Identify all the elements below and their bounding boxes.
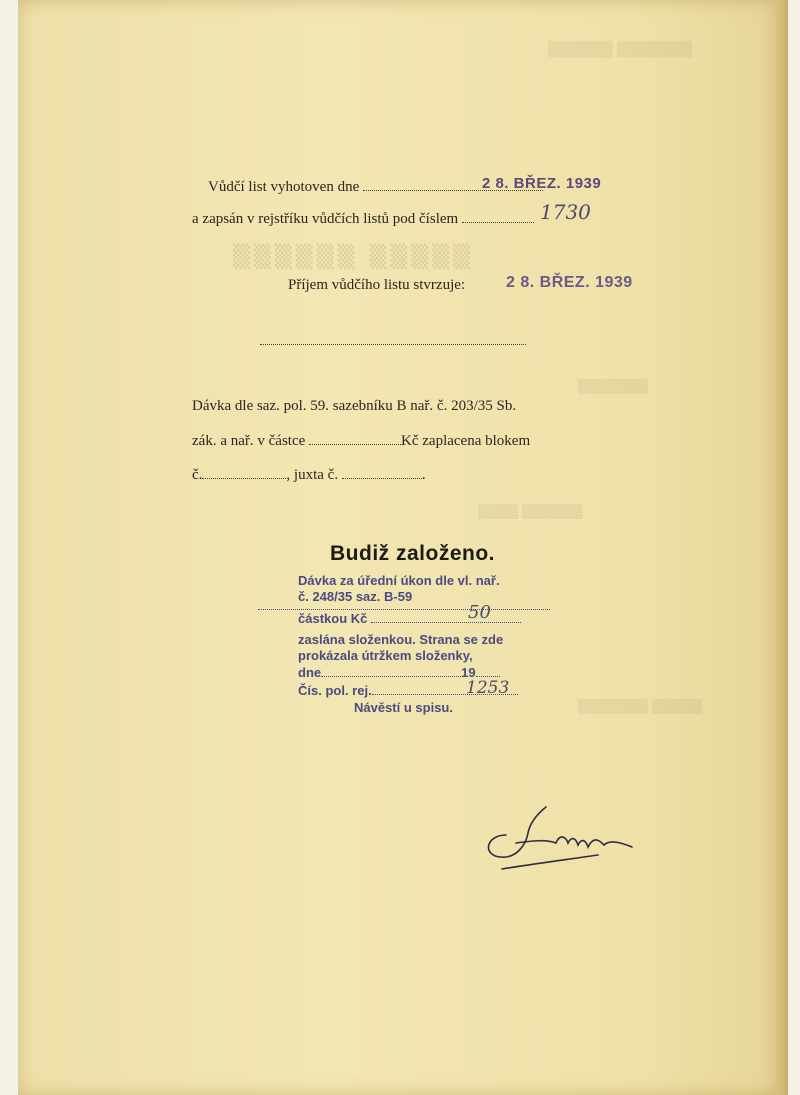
document-page xyxy=(18,0,788,1095)
register-number-field xyxy=(462,208,534,223)
fee-amount-field xyxy=(309,430,401,445)
receipt-label: Příjem vůdčího listu stvrzuje: xyxy=(288,277,466,293)
fee-number-label: č. xyxy=(192,467,203,483)
stamp-line-5: prokázala útržkem složenky, xyxy=(298,648,473,663)
issue-date-stamp: 2 8. BŘEZ. 1939 xyxy=(482,175,602,192)
show-through-text: ▒▒▒▒▒▒▒ ▒▒▒▒▒ xyxy=(578,700,703,715)
stamp-year: 19 xyxy=(461,665,476,680)
fee-amount-label: zák. a nař. v částce xyxy=(192,433,306,449)
show-through-text: ▒▒▒▒▒▒ ▒▒▒▒▒▒▒ xyxy=(548,42,693,58)
register-label: a zapsán v rejstříku vůdčích listů pod číslem xyxy=(192,211,459,227)
show-through-text: ▒▒▒▒ ▒▒▒▒▒▒ xyxy=(478,505,583,520)
stamp-amount-label: částkou Kč xyxy=(298,611,368,626)
stamp-line-4: zaslána složenkou. Strana se zde xyxy=(298,632,504,647)
fee-line-end: . xyxy=(421,467,426,483)
show-through-text: ▒▒▒▒▒▒▒ xyxy=(578,380,648,395)
stamp-line-2: č. 248/35 saz. B-59 xyxy=(298,589,413,604)
stamp-amount-field xyxy=(371,610,521,623)
register-number-handwritten: 1730 xyxy=(540,200,591,224)
stamp-line-1: Dávka za úřední úkon dle vl. nař. xyxy=(298,573,500,588)
juxta-label: , juxta č. xyxy=(286,467,339,483)
fee-block-label: Kč zaplacena blokem xyxy=(401,433,531,449)
file-heading: Budiž založeno. xyxy=(330,542,495,565)
fee-line-1: Dávka dle saz. pol. 59. sazebníku B nař. č. 203/35 Sb. xyxy=(192,398,517,414)
stamp-line-8: Návěstí u spisu. xyxy=(354,700,453,715)
fee-line-3 xyxy=(192,464,426,484)
stamp-date-label: dne xyxy=(298,665,322,680)
stamp-amount-handwritten: 50 xyxy=(468,602,491,623)
juxta-field xyxy=(342,464,422,479)
receipt-line xyxy=(288,277,465,294)
show-through-text: ▒▒▒▒▒▒ ▒▒▒▒▒ xyxy=(233,245,475,270)
stamp-register-handwritten: 1253 xyxy=(466,678,510,698)
page-edge xyxy=(776,0,788,1095)
issue-label: Vůdčí list vyhotoven dne xyxy=(208,179,360,195)
receipt-date-stamp: 2 8. BŘEZ. 1939 xyxy=(506,274,633,291)
register-line xyxy=(192,208,534,228)
stamp-register-label: Čís. pol. rej. xyxy=(298,683,372,698)
stamp-date-field xyxy=(321,664,461,677)
fee-number-field xyxy=(202,464,286,479)
stamp-year-field xyxy=(476,664,500,677)
handwritten-signature xyxy=(476,795,636,885)
fee-line-2 xyxy=(192,430,530,450)
signature-line xyxy=(260,344,526,345)
